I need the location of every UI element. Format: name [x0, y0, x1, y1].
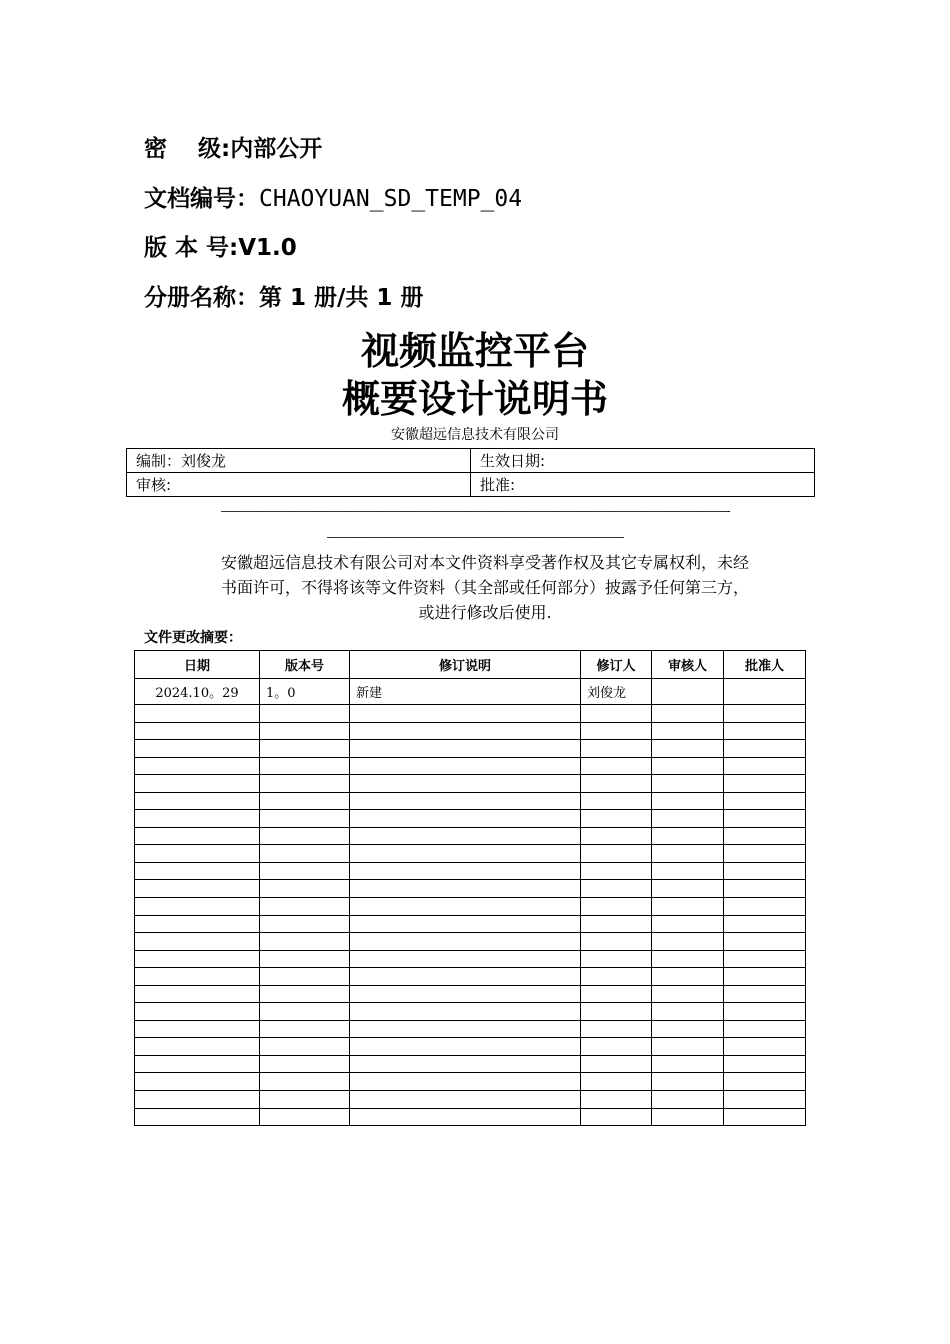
- copyright-line: 或进行修改后使用.: [418, 603, 552, 622]
- empty-cell: [260, 880, 350, 898]
- change-log-header-row: [135, 651, 806, 679]
- empty-cell: [260, 845, 350, 863]
- empty-cell: [652, 1108, 724, 1126]
- empty-cell: [260, 933, 350, 951]
- empty-cell: [724, 933, 806, 951]
- security-level: [144, 134, 322, 164]
- empty-table-row: [135, 740, 806, 758]
- empty-cell: [581, 1055, 652, 1073]
- volume-value: 第 1 册/共 1 册: [259, 285, 424, 311]
- empty-cell: [724, 1038, 806, 1056]
- empty-cell: [350, 968, 581, 986]
- empty-cell: [724, 775, 806, 793]
- empty-cell: [581, 1073, 652, 1091]
- empty-cell: [724, 792, 806, 810]
- empty-table-row: [135, 950, 806, 968]
- empty-cell: [135, 845, 260, 863]
- empty-table-row: [135, 1108, 806, 1126]
- empty-cell: [350, 705, 581, 723]
- document-number: [144, 184, 522, 214]
- company-name: 安徽超远信息技术有限公司: [391, 427, 559, 443]
- empty-cell: [350, 1038, 581, 1056]
- empty-cell: [652, 898, 724, 916]
- empty-cell: [652, 775, 724, 793]
- empty-table-row: [135, 827, 806, 845]
- cell-approver: [724, 679, 806, 705]
- empty-cell: [652, 722, 724, 740]
- empty-cell: [581, 862, 652, 880]
- empty-cell: [581, 1091, 652, 1109]
- doc-no-value: CHAOYUAN_SD_TEMP_04: [259, 186, 523, 212]
- empty-cell: [724, 950, 806, 968]
- empty-cell: [350, 827, 581, 845]
- empty-cell: [581, 757, 652, 775]
- empty-cell: [724, 1003, 806, 1021]
- empty-table-row: [135, 915, 806, 933]
- empty-table-row: [135, 933, 806, 951]
- empty-cell: [581, 880, 652, 898]
- empty-cell: [135, 1020, 260, 1038]
- approver-cell: 批准:: [471, 473, 815, 497]
- empty-cell: [652, 1091, 724, 1109]
- empty-cell: [350, 880, 581, 898]
- empty-cell: [581, 1108, 652, 1126]
- empty-cell: [260, 1073, 350, 1091]
- empty-cell: [135, 757, 260, 775]
- reviewer-cell: 审核:: [127, 473, 471, 497]
- empty-cell: [350, 950, 581, 968]
- empty-cell: [135, 985, 260, 1003]
- empty-cell: [260, 740, 350, 758]
- empty-cell: [350, 1055, 581, 1073]
- empty-cell: [135, 968, 260, 986]
- empty-table-row: [135, 757, 806, 775]
- empty-cell: [724, 880, 806, 898]
- empty-cell: [260, 1091, 350, 1109]
- empty-cell: [135, 880, 260, 898]
- cell-date: 2024.10。29: [135, 679, 260, 705]
- copyright-line: 书面许可，不得将该等文件资料（其全部或任何部分）披露予任何第三方，: [220, 578, 749, 597]
- empty-cell: [581, 1038, 652, 1056]
- empty-cell: [260, 827, 350, 845]
- sign-off-table: [126, 448, 815, 497]
- header-description: 修订说明: [350, 651, 581, 679]
- empty-cell: [581, 968, 652, 986]
- empty-cell: [724, 968, 806, 986]
- empty-cell: [581, 722, 652, 740]
- empty-cell: [724, 1055, 806, 1073]
- empty-cell: [135, 810, 260, 828]
- empty-table-row: [135, 1038, 806, 1056]
- empty-cell: [135, 1003, 260, 1021]
- empty-cell: [260, 968, 350, 986]
- empty-cell: [581, 985, 652, 1003]
- empty-cell: [581, 950, 652, 968]
- empty-cell: [652, 1073, 724, 1091]
- empty-cell: [652, 757, 724, 775]
- empty-cell: [724, 985, 806, 1003]
- empty-cell: [350, 1108, 581, 1126]
- empty-cell: [135, 1091, 260, 1109]
- empty-cell: [350, 915, 581, 933]
- empty-cell: [260, 792, 350, 810]
- header-version: 版本号: [260, 651, 350, 679]
- empty-cell: [652, 845, 724, 863]
- empty-table-row: [135, 1073, 806, 1091]
- empty-cell: [724, 827, 806, 845]
- cell-description: 新建: [350, 679, 581, 705]
- empty-cell: [350, 1020, 581, 1038]
- empty-table-row: [135, 985, 806, 1003]
- document-title-line1: 视频监控平台: [360, 329, 589, 373]
- empty-cell: [260, 722, 350, 740]
- cell-reviser: 刘俊龙: [581, 679, 652, 705]
- empty-cell: [581, 845, 652, 863]
- empty-cell: [581, 915, 652, 933]
- empty-cell: [724, 1091, 806, 1109]
- empty-cell: [724, 1020, 806, 1038]
- empty-cell: [724, 757, 806, 775]
- security-label: 密 级:: [144, 136, 231, 162]
- empty-cell: [350, 722, 581, 740]
- empty-cell: [260, 1055, 350, 1073]
- empty-cell: [135, 862, 260, 880]
- empty-cell: [724, 740, 806, 758]
- empty-cell: [135, 915, 260, 933]
- empty-cell: [652, 705, 724, 723]
- empty-cell: [260, 898, 350, 916]
- empty-cell: [135, 898, 260, 916]
- empty-cell: [350, 845, 581, 863]
- empty-cell: [260, 1020, 350, 1038]
- empty-cell: [652, 985, 724, 1003]
- version-value: V1.0: [238, 235, 297, 261]
- empty-cell: [350, 985, 581, 1003]
- empty-table-row: [135, 898, 806, 916]
- empty-cell: [724, 705, 806, 723]
- empty-table-row: [135, 705, 806, 723]
- empty-table-row: [135, 880, 806, 898]
- empty-cell: [581, 933, 652, 951]
- empty-cell: [652, 1038, 724, 1056]
- empty-cell: [652, 968, 724, 986]
- empty-table-row: [135, 845, 806, 863]
- empty-cell: [581, 827, 652, 845]
- change-log-table: [134, 650, 806, 1126]
- separator-line: ——————————————————————————————————————————————-: [220, 504, 730, 518]
- volume-name: [144, 283, 423, 313]
- empty-cell: [135, 1038, 260, 1056]
- empty-cell: [260, 862, 350, 880]
- empty-cell: [581, 775, 652, 793]
- empty-cell: [724, 915, 806, 933]
- empty-table-row: [135, 862, 806, 880]
- empty-cell: [581, 705, 652, 723]
- effective-date-cell: 生效日期:: [471, 449, 815, 473]
- security-value: 内部公开: [230, 136, 323, 162]
- empty-cell: [724, 1108, 806, 1126]
- empty-cell: [350, 775, 581, 793]
- empty-cell: [260, 950, 350, 968]
- empty-cell: [350, 1091, 581, 1109]
- empty-cell: [135, 1108, 260, 1126]
- empty-cell: [724, 722, 806, 740]
- empty-cell: [652, 950, 724, 968]
- doc-no-label: 文档编号：: [144, 186, 259, 212]
- empty-cell: [724, 862, 806, 880]
- empty-cell: [652, 810, 724, 828]
- empty-cell: [724, 845, 806, 863]
- empty-cell: [350, 898, 581, 916]
- empty-table-row: [135, 722, 806, 740]
- cell-version: 1。0: [260, 679, 350, 705]
- document-title-line2: 概要设计说明书: [341, 377, 608, 421]
- empty-cell: [581, 792, 652, 810]
- empty-cell: [652, 915, 724, 933]
- empty-cell: [581, 1003, 652, 1021]
- copyright-notice: [160, 550, 810, 625]
- empty-cell: [652, 862, 724, 880]
- empty-cell: [260, 757, 350, 775]
- empty-cell: [581, 1020, 652, 1038]
- empty-cell: [350, 792, 581, 810]
- empty-cell: [581, 810, 652, 828]
- version-label: 版 本 号:: [144, 235, 239, 261]
- empty-cell: [652, 827, 724, 845]
- empty-cell: [652, 1055, 724, 1073]
- copyright-line: 安徽超远信息技术有限公司对本文件资料享受著作权及其它专属权利，未经: [220, 553, 749, 572]
- empty-cell: [260, 1038, 350, 1056]
- empty-cell: [260, 1108, 350, 1126]
- empty-cell: [652, 1003, 724, 1021]
- empty-table-row: [135, 968, 806, 986]
- empty-cell: [260, 775, 350, 793]
- empty-cell: [260, 985, 350, 1003]
- author-cell: 编制：刘俊龙: [127, 449, 471, 473]
- empty-table-row: [135, 792, 806, 810]
- empty-cell: [135, 1055, 260, 1073]
- empty-cell: [260, 705, 350, 723]
- empty-table-row: [135, 1003, 806, 1021]
- separator-line-short: ———————————————————————————: [326, 530, 624, 544]
- cell-reviewer: [652, 679, 724, 705]
- header-date: 日期: [135, 651, 260, 679]
- empty-cell: [581, 740, 652, 758]
- empty-cell: [350, 757, 581, 775]
- version-number: [144, 233, 297, 263]
- empty-cell: [350, 1003, 581, 1021]
- empty-cell: [581, 898, 652, 916]
- empty-cell: [724, 1073, 806, 1091]
- empty-cell: [135, 950, 260, 968]
- empty-cell: [350, 1073, 581, 1091]
- empty-table-row: [135, 775, 806, 793]
- empty-cell: [135, 705, 260, 723]
- empty-cell: [135, 722, 260, 740]
- empty-cell: [260, 1003, 350, 1021]
- empty-cell: [260, 810, 350, 828]
- header-reviewer: 审核人: [652, 651, 724, 679]
- empty-cell: [135, 740, 260, 758]
- change-log-title: 文件更改摘要：: [144, 630, 242, 646]
- table-row: [135, 679, 806, 705]
- empty-cell: [652, 1020, 724, 1038]
- empty-cell: [652, 792, 724, 810]
- header-reviser: 修订人: [581, 651, 652, 679]
- header-approver: 批准人: [724, 651, 806, 679]
- empty-cell: [652, 880, 724, 898]
- empty-cell: [135, 775, 260, 793]
- empty-table-row: [135, 810, 806, 828]
- empty-cell: [260, 915, 350, 933]
- empty-cell: [350, 740, 581, 758]
- empty-table-row: [135, 1055, 806, 1073]
- volume-label: 分册名称：: [144, 285, 259, 311]
- empty-cell: [135, 827, 260, 845]
- empty-table-row: [135, 1091, 806, 1109]
- empty-cell: [135, 933, 260, 951]
- empty-cell: [350, 810, 581, 828]
- empty-cell: [350, 933, 581, 951]
- empty-cell: [724, 898, 806, 916]
- empty-cell: [652, 740, 724, 758]
- empty-cell: [724, 810, 806, 828]
- empty-cell: [135, 792, 260, 810]
- empty-cell: [350, 862, 581, 880]
- empty-cell: [135, 1073, 260, 1091]
- empty-cell: [652, 933, 724, 951]
- empty-table-row: [135, 1020, 806, 1038]
